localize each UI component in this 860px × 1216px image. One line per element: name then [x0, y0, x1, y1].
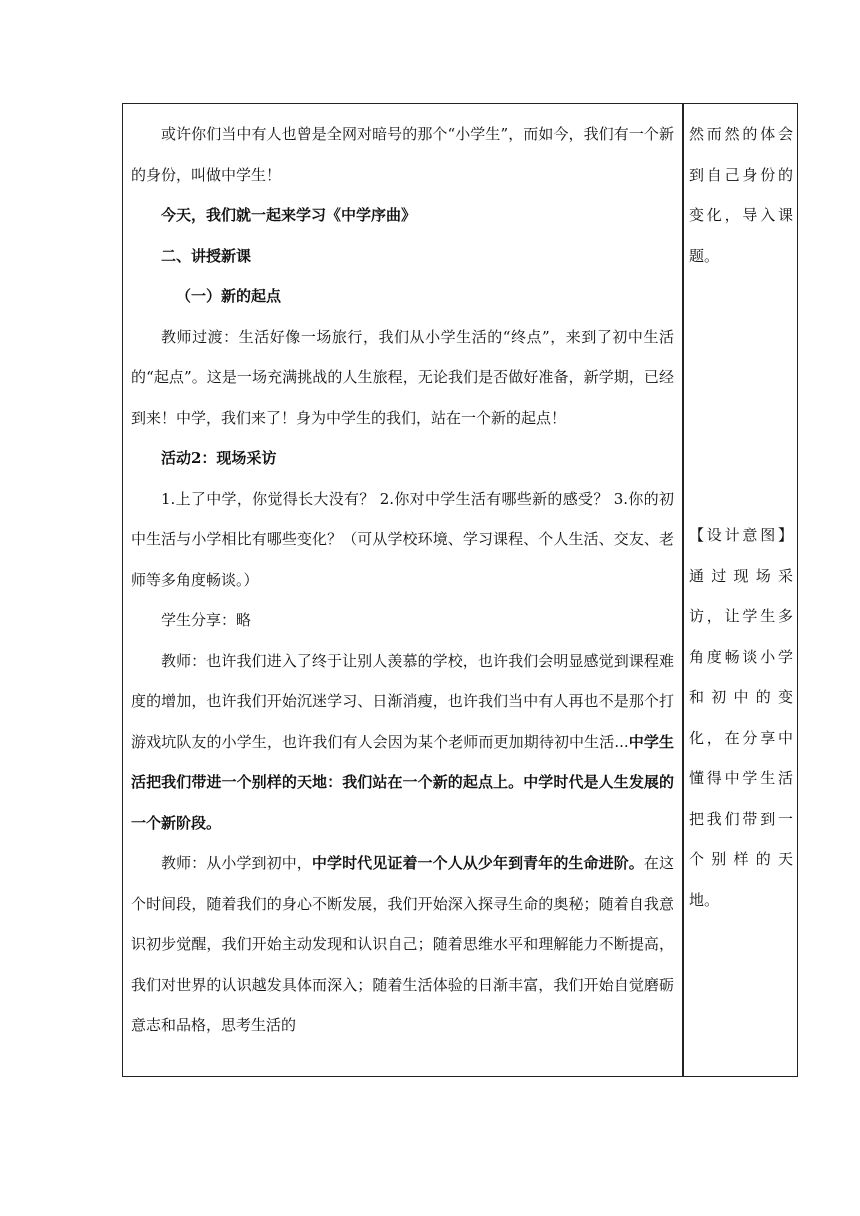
design-intent-line: 角度畅谈小学: [689, 647, 793, 666]
teacher-2-text: 在这个时间段，随着我们的身心不断发展，我们开始深入探寻生命的奥秘；随着自我意识初步觉醒，我们开始主动发现和认识自己；随着思维水平和理解能力不断提高，我们对世界的认识越发具体而深入；随着生活体验的日渐丰富，我们开始自觉磨砺意志和品格，思考生活的: [131, 854, 674, 1034]
teacher-2-emphasis: 中学时代见证着一个人从少年到青年的生命进阶。: [311, 854, 644, 872]
paragraph-topic: 今天，我们就一起来学习《中学序曲》: [161, 206, 417, 224]
design-intent-line: 和初中的变: [689, 688, 793, 706]
section-heading: 二、讲授新课: [161, 246, 252, 265]
design-intent-line: 懂得中学生活: [689, 769, 793, 787]
side-note-design-intent: [689, 515, 793, 920]
design-intent-line: 化，在分享中: [689, 728, 793, 747]
side-note-1-line: 题。: [689, 246, 720, 265]
paragraph-teacher-2: [131, 843, 674, 1046]
column-divider: [682, 103, 684, 1077]
teacher-2-lead: 教师：从小学到初中，: [161, 854, 312, 872]
side-note-1-line: 到自己身份的: [689, 165, 793, 184]
paragraph-student-share: 学生分享：略: [161, 611, 252, 629]
design-intent-line: 地。: [689, 890, 720, 909]
paragraph-teacher-1: [131, 641, 674, 844]
paragraph-questions: 1.上了中学，你觉得长大没有？ 2.你对中学生活有哪些新的感受？ 3.你的初中生活与小学相比有哪些变化？（可从学校环境、学习课程、个人生活、交友、老师等多角度畅谈。）: [131, 489, 674, 589]
paragraph-transition: 教师过渡：生活好像一场旅行，我们从小学生活的“终点”，来到了初中生活的“起点”。这是一场充满挑战的人生旅程，无论我们是否做好准备，新学期，已经到来！中学，我们来了！身为中学生的我们，站在一个新的起点！: [131, 327, 674, 427]
design-intent-line: 访，让学生多: [689, 607, 793, 625]
side-note-1-line: 然而然的体会: [689, 125, 793, 143]
design-intent-line: 把我们带到一: [689, 809, 793, 828]
subsection-heading: （一）新的起点: [176, 287, 282, 305]
design-intent-line: 个别样的天: [689, 850, 793, 868]
paragraph-intro: 或许你们当中有人也曾是全网对暗号的那个“小学生”，而如今，我们有一个新的身份，叫做中学生！: [131, 125, 674, 184]
teacher-1-emphasis: 中学生活把我们带进一个别样的天地：我们站在一个新的起点上。中学时代是人生发展的一个新阶段。: [131, 732, 674, 832]
teacher-1-text: 教师：也许我们进入了终于让别人羡慕的学校，也许我们会明显感觉到课程难度的增加，也许我们开始沉迷学习、日渐消瘦，也许我们当中有人再也不是那个打游戏坑队友的小学生，也许我们有人会因为某个老师而更加期待初中生活...: [131, 651, 674, 751]
side-note-1-line: 变化，导入课: [689, 206, 793, 224]
design-intent-line: 通过现场采: [689, 566, 793, 585]
lesson-content: [131, 114, 674, 1074]
side-note-1: [689, 114, 793, 276]
activity-heading: 活动2：现场采访: [161, 449, 277, 467]
design-intent-heading: 【设计意图】: [689, 526, 793, 544]
